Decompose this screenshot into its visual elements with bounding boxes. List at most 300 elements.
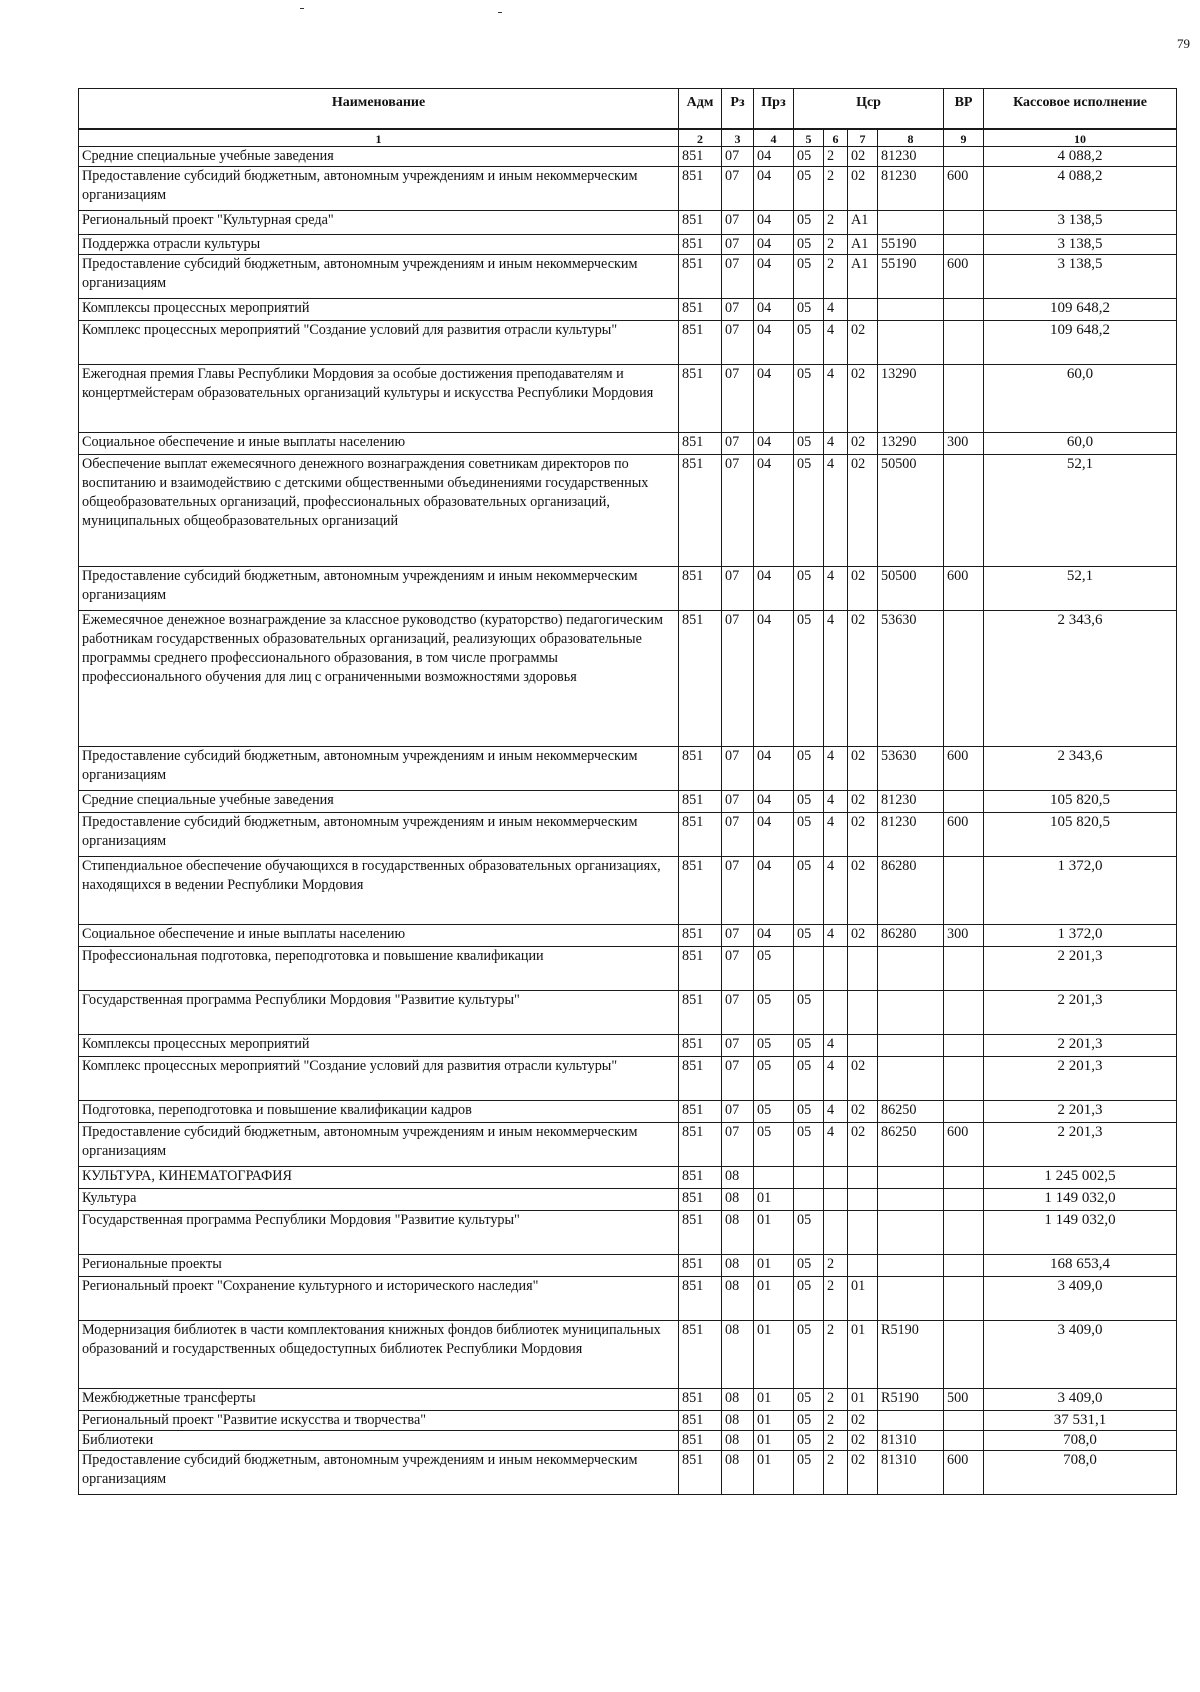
row-csr-project: 02 bbox=[848, 454, 878, 566]
row-csr-program bbox=[794, 1166, 824, 1188]
row-csr-program: 05 bbox=[794, 1210, 824, 1254]
row-rz: 07 bbox=[722, 990, 754, 1034]
row-csr-direction: 86250 bbox=[878, 1122, 944, 1166]
row-amount: 3 409,0 bbox=[984, 1276, 1177, 1320]
row-csr-type: 4 bbox=[824, 856, 848, 924]
row-csr-program: 05 bbox=[794, 812, 824, 856]
row-name: Государственная программа Республики Мордовия "Развитие культуры" bbox=[79, 990, 679, 1034]
row-csr-direction: 86280 bbox=[878, 856, 944, 924]
row-csr-program: 05 bbox=[794, 146, 824, 166]
row-csr-direction: 81310 bbox=[878, 1430, 944, 1450]
row-name: Предоставление субсидий бюджетным, автономным учреждениям и иным некоммерческим организациям bbox=[79, 566, 679, 610]
row-adm: 851 bbox=[679, 364, 722, 432]
row-csr-direction: 81230 bbox=[878, 146, 944, 166]
row-amount: 60,0 bbox=[984, 432, 1177, 454]
row-amount: 2 343,6 bbox=[984, 746, 1177, 790]
row-prz: 04 bbox=[754, 432, 794, 454]
row-vr: 600 bbox=[944, 746, 984, 790]
table-row bbox=[79, 1188, 1177, 1210]
row-amount: 1 245 002,5 bbox=[984, 1166, 1177, 1188]
row-csr-project bbox=[848, 990, 878, 1034]
row-rz: 07 bbox=[722, 320, 754, 364]
row-name: Подготовка, переподготовка и повышение квалификации кадров bbox=[79, 1100, 679, 1122]
row-csr-type: 4 bbox=[824, 610, 848, 746]
row-name: Средние специальные учебные заведения bbox=[79, 146, 679, 166]
row-rz: 08 bbox=[722, 1320, 754, 1388]
table-row bbox=[79, 1276, 1177, 1320]
row-adm: 851 bbox=[679, 1450, 722, 1494]
row-csr-program: 05 bbox=[794, 1100, 824, 1122]
row-csr-project bbox=[848, 1034, 878, 1056]
row-vr bbox=[944, 234, 984, 254]
row-amount: 105 820,5 bbox=[984, 790, 1177, 812]
row-csr-program: 05 bbox=[794, 746, 824, 790]
row-name: Комплекс процессных мероприятий "Создание условий для развития отрасли культуры" bbox=[79, 320, 679, 364]
row-name: Поддержка отрасли культуры bbox=[79, 234, 679, 254]
row-amount: 708,0 bbox=[984, 1430, 1177, 1450]
scan-mark bbox=[498, 12, 502, 13]
row-csr-type: 4 bbox=[824, 1100, 848, 1122]
row-amount: 4 088,2 bbox=[984, 166, 1177, 210]
table-row bbox=[79, 566, 1177, 610]
column-number: 5 bbox=[794, 129, 824, 147]
row-vr: 600 bbox=[944, 166, 984, 210]
row-csr-type: 4 bbox=[824, 1056, 848, 1100]
row-csr-project: A1 bbox=[848, 254, 878, 298]
row-adm: 851 bbox=[679, 1034, 722, 1056]
row-vr bbox=[944, 320, 984, 364]
row-vr: 600 bbox=[944, 812, 984, 856]
table-row bbox=[79, 1450, 1177, 1494]
row-amount: 3 138,5 bbox=[984, 210, 1177, 234]
table-row bbox=[79, 746, 1177, 790]
row-prz: 04 bbox=[754, 320, 794, 364]
table-row bbox=[79, 298, 1177, 320]
row-amount: 168 653,4 bbox=[984, 1254, 1177, 1276]
row-name: Региональный проект "Развитие искусства и творчества" bbox=[79, 1410, 679, 1430]
row-name: Комплекс процессных мероприятий "Создание условий для развития отрасли культуры" bbox=[79, 1056, 679, 1100]
table-row bbox=[79, 946, 1177, 990]
row-name: Модернизация библиотек в части комплектования книжных фондов библиотек муниципальных образований и государственных общедоступных библиотек Республики Мордовия bbox=[79, 1320, 679, 1388]
row-adm: 851 bbox=[679, 1388, 722, 1410]
row-csr-project: 02 bbox=[848, 320, 878, 364]
row-rz: 07 bbox=[722, 1056, 754, 1100]
row-amount: 708,0 bbox=[984, 1450, 1177, 1494]
row-csr-type: 4 bbox=[824, 364, 848, 432]
row-csr-project: 02 bbox=[848, 364, 878, 432]
row-rz: 08 bbox=[722, 1166, 754, 1188]
row-rz: 08 bbox=[722, 1410, 754, 1430]
header-prz: Прз bbox=[754, 89, 794, 129]
row-prz: 04 bbox=[754, 364, 794, 432]
row-csr-direction bbox=[878, 210, 944, 234]
row-rz: 08 bbox=[722, 1210, 754, 1254]
budget-table bbox=[78, 88, 1177, 1495]
row-csr-project: 02 bbox=[848, 746, 878, 790]
row-csr-project: 02 bbox=[848, 610, 878, 746]
row-vr bbox=[944, 454, 984, 566]
table-row bbox=[79, 1166, 1177, 1188]
row-amount: 2 201,3 bbox=[984, 1122, 1177, 1166]
row-vr bbox=[944, 610, 984, 746]
row-adm: 851 bbox=[679, 1100, 722, 1122]
row-prz: 04 bbox=[754, 234, 794, 254]
row-csr-direction: 55190 bbox=[878, 234, 944, 254]
row-csr-project: 02 bbox=[848, 812, 878, 856]
row-vr bbox=[944, 1034, 984, 1056]
row-name: Предоставление субсидий бюджетным, автономным учреждениям и иным некоммерческим организациям bbox=[79, 746, 679, 790]
row-rz: 08 bbox=[722, 1188, 754, 1210]
page-number: 79 bbox=[1177, 36, 1190, 51]
row-csr-program: 05 bbox=[794, 610, 824, 746]
row-adm: 851 bbox=[679, 1188, 722, 1210]
row-vr bbox=[944, 856, 984, 924]
row-amount: 1 149 032,0 bbox=[984, 1188, 1177, 1210]
row-csr-project: 02 bbox=[848, 146, 878, 166]
row-name: Комплексы процессных мероприятий bbox=[79, 1034, 679, 1056]
row-csr-project: 02 bbox=[848, 856, 878, 924]
row-csr-program: 05 bbox=[794, 566, 824, 610]
row-rz: 07 bbox=[722, 1100, 754, 1122]
row-csr-direction bbox=[878, 320, 944, 364]
row-csr-direction: R5190 bbox=[878, 1388, 944, 1410]
row-prz: 04 bbox=[754, 254, 794, 298]
row-csr-direction: 50500 bbox=[878, 566, 944, 610]
row-rz: 07 bbox=[722, 210, 754, 234]
row-rz: 07 bbox=[722, 566, 754, 610]
row-amount: 1 149 032,0 bbox=[984, 1210, 1177, 1254]
row-name: Предоставление субсидий бюджетным, автономным учреждениям и иным некоммерческим организациям bbox=[79, 1450, 679, 1494]
row-csr-program: 05 bbox=[794, 1388, 824, 1410]
row-csr-project bbox=[848, 946, 878, 990]
row-prz: 05 bbox=[754, 1122, 794, 1166]
row-vr: 600 bbox=[944, 254, 984, 298]
row-prz: 04 bbox=[754, 166, 794, 210]
row-name: Библиотеки bbox=[79, 1430, 679, 1450]
row-amount: 2 201,3 bbox=[984, 990, 1177, 1034]
row-csr-type: 2 bbox=[824, 1450, 848, 1494]
row-csr-direction bbox=[878, 1188, 944, 1210]
table-row bbox=[79, 1254, 1177, 1276]
row-prz: 01 bbox=[754, 1188, 794, 1210]
row-prz: 04 bbox=[754, 610, 794, 746]
row-vr bbox=[944, 1430, 984, 1450]
header-csr: Цср bbox=[794, 89, 944, 129]
row-prz: 01 bbox=[754, 1210, 794, 1254]
row-rz: 08 bbox=[722, 1254, 754, 1276]
row-prz: 01 bbox=[754, 1410, 794, 1430]
table-row bbox=[79, 166, 1177, 210]
row-amount: 2 201,3 bbox=[984, 1034, 1177, 1056]
row-prz: 01 bbox=[754, 1320, 794, 1388]
row-vr bbox=[944, 1166, 984, 1188]
table-row bbox=[79, 1122, 1177, 1166]
column-number: 1 bbox=[79, 129, 679, 147]
row-csr-type bbox=[824, 946, 848, 990]
row-csr-direction: 81230 bbox=[878, 812, 944, 856]
row-csr-program: 05 bbox=[794, 924, 824, 946]
row-prz: 04 bbox=[754, 856, 794, 924]
row-rz: 07 bbox=[722, 1034, 754, 1056]
row-csr-direction bbox=[878, 1166, 944, 1188]
row-name: Средние специальные учебные заведения bbox=[79, 790, 679, 812]
row-csr-project: 02 bbox=[848, 1450, 878, 1494]
row-csr-program: 05 bbox=[794, 1450, 824, 1494]
row-csr-project: 02 bbox=[848, 924, 878, 946]
row-prz: 05 bbox=[754, 1056, 794, 1100]
row-csr-project bbox=[848, 1254, 878, 1276]
row-adm: 851 bbox=[679, 566, 722, 610]
table-body bbox=[79, 146, 1177, 1494]
row-prz: 05 bbox=[754, 1034, 794, 1056]
row-name: Региональный проект "Культурная среда" bbox=[79, 210, 679, 234]
row-vr bbox=[944, 946, 984, 990]
row-csr-program: 05 bbox=[794, 990, 824, 1034]
row-csr-program: 05 bbox=[794, 254, 824, 298]
row-csr-type: 4 bbox=[824, 566, 848, 610]
row-amount: 3 409,0 bbox=[984, 1320, 1177, 1388]
column-number: 3 bbox=[722, 129, 754, 147]
row-csr-program: 05 bbox=[794, 790, 824, 812]
row-rz: 07 bbox=[722, 454, 754, 566]
row-csr-direction bbox=[878, 990, 944, 1034]
row-name: КУЛЬТУРА, КИНЕМАТОГРАФИЯ bbox=[79, 1166, 679, 1188]
row-csr-program: 05 bbox=[794, 1320, 824, 1388]
row-prz bbox=[754, 1166, 794, 1188]
row-rz: 08 bbox=[722, 1450, 754, 1494]
row-adm: 851 bbox=[679, 298, 722, 320]
table-row bbox=[79, 432, 1177, 454]
row-csr-type: 4 bbox=[824, 298, 848, 320]
row-csr-direction: 53630 bbox=[878, 746, 944, 790]
row-amount: 3 409,0 bbox=[984, 1388, 1177, 1410]
row-vr bbox=[944, 1188, 984, 1210]
header-vr: ВР bbox=[944, 89, 984, 129]
row-adm: 851 bbox=[679, 1056, 722, 1100]
row-csr-project: 02 bbox=[848, 790, 878, 812]
row-name: Обеспечение выплат ежемесячного денежного вознаграждения советникам директоров по воспитанию и взаимодействию с детскими общественными объединениями государственных общеобразовательных организаций, профессиональных образовательных организаций, муниципальных общеобразовательных организаций bbox=[79, 454, 679, 566]
row-rz: 08 bbox=[722, 1276, 754, 1320]
row-csr-program: 05 bbox=[794, 166, 824, 210]
row-adm: 851 bbox=[679, 790, 722, 812]
table-row bbox=[79, 1320, 1177, 1388]
row-csr-type: 2 bbox=[824, 1320, 848, 1388]
row-csr-program: 05 bbox=[794, 1056, 824, 1100]
table-row bbox=[79, 1100, 1177, 1122]
row-csr-type bbox=[824, 1188, 848, 1210]
row-csr-program: 05 bbox=[794, 210, 824, 234]
column-number: 10 bbox=[984, 129, 1177, 147]
table-row bbox=[79, 1056, 1177, 1100]
row-csr-type: 2 bbox=[824, 1388, 848, 1410]
row-vr: 600 bbox=[944, 1122, 984, 1166]
row-csr-project: 02 bbox=[848, 1100, 878, 1122]
row-rz: 07 bbox=[722, 856, 754, 924]
row-adm: 851 bbox=[679, 812, 722, 856]
row-prz: 04 bbox=[754, 146, 794, 166]
row-csr-program: 05 bbox=[794, 1254, 824, 1276]
row-csr-project: 02 bbox=[848, 1430, 878, 1450]
row-rz: 07 bbox=[722, 234, 754, 254]
row-csr-project: 02 bbox=[848, 166, 878, 210]
row-csr-project: A1 bbox=[848, 234, 878, 254]
row-prz: 01 bbox=[754, 1276, 794, 1320]
row-adm: 851 bbox=[679, 990, 722, 1034]
row-amount: 109 648,2 bbox=[984, 320, 1177, 364]
row-name: Предоставление субсидий бюджетным, автономным учреждениям и иным некоммерческим организациям bbox=[79, 166, 679, 210]
column-number: 8 bbox=[878, 129, 944, 147]
row-csr-program: 05 bbox=[794, 298, 824, 320]
row-rz: 07 bbox=[722, 364, 754, 432]
row-csr-direction: 86250 bbox=[878, 1100, 944, 1122]
row-amount: 2 343,6 bbox=[984, 610, 1177, 746]
row-csr-project: 01 bbox=[848, 1320, 878, 1388]
row-name: Социальное обеспечение и иные выплаты населению bbox=[79, 924, 679, 946]
row-rz: 07 bbox=[722, 946, 754, 990]
row-rz: 07 bbox=[722, 432, 754, 454]
row-csr-type: 4 bbox=[824, 454, 848, 566]
row-csr-program: 05 bbox=[794, 1430, 824, 1450]
row-csr-direction: 13290 bbox=[878, 432, 944, 454]
row-name: Стипендиальное обеспечение обучающихся в государственных образовательных организациях, находящихся в ведении Республики Мордовия bbox=[79, 856, 679, 924]
row-vr: 600 bbox=[944, 566, 984, 610]
row-csr-direction: 81230 bbox=[878, 790, 944, 812]
row-prz: 05 bbox=[754, 1100, 794, 1122]
row-csr-program: 05 bbox=[794, 856, 824, 924]
row-vr bbox=[944, 1320, 984, 1388]
row-adm: 851 bbox=[679, 610, 722, 746]
row-adm: 851 bbox=[679, 1210, 722, 1254]
row-prz: 01 bbox=[754, 1388, 794, 1410]
row-csr-program: 05 bbox=[794, 364, 824, 432]
row-vr: 500 bbox=[944, 1388, 984, 1410]
row-vr bbox=[944, 1100, 984, 1122]
row-csr-project: 01 bbox=[848, 1276, 878, 1320]
row-amount: 3 138,5 bbox=[984, 234, 1177, 254]
row-adm: 851 bbox=[679, 254, 722, 298]
row-adm: 851 bbox=[679, 946, 722, 990]
table-row bbox=[79, 1410, 1177, 1430]
row-name: Региональные проекты bbox=[79, 1254, 679, 1276]
row-rz: 08 bbox=[722, 1430, 754, 1450]
row-vr: 600 bbox=[944, 1450, 984, 1494]
row-csr-direction: 50500 bbox=[878, 454, 944, 566]
row-name: Профессиональная подготовка, переподготовка и повышение квалификации bbox=[79, 946, 679, 990]
row-csr-type: 4 bbox=[824, 320, 848, 364]
row-adm: 851 bbox=[679, 924, 722, 946]
row-vr bbox=[944, 1410, 984, 1430]
table-row bbox=[79, 210, 1177, 234]
row-amount: 60,0 bbox=[984, 364, 1177, 432]
row-amount: 4 088,2 bbox=[984, 146, 1177, 166]
table-row bbox=[79, 254, 1177, 298]
row-prz: 04 bbox=[754, 454, 794, 566]
row-amount: 1 372,0 bbox=[984, 924, 1177, 946]
row-vr bbox=[944, 1276, 984, 1320]
row-name: Комплексы процессных мероприятий bbox=[79, 298, 679, 320]
row-csr-type: 2 bbox=[824, 146, 848, 166]
row-csr-type: 2 bbox=[824, 254, 848, 298]
row-vr bbox=[944, 364, 984, 432]
row-csr-direction: 86280 bbox=[878, 924, 944, 946]
row-csr-direction bbox=[878, 298, 944, 320]
row-csr-type: 4 bbox=[824, 1122, 848, 1166]
row-csr-type: 2 bbox=[824, 1430, 848, 1450]
row-vr bbox=[944, 1210, 984, 1254]
row-rz: 07 bbox=[722, 812, 754, 856]
row-amount: 1 372,0 bbox=[984, 856, 1177, 924]
row-csr-program: 05 bbox=[794, 1276, 824, 1320]
row-adm: 851 bbox=[679, 1122, 722, 1166]
table-row bbox=[79, 1034, 1177, 1056]
row-vr: 300 bbox=[944, 924, 984, 946]
table-row bbox=[79, 146, 1177, 166]
row-name: Культура bbox=[79, 1188, 679, 1210]
table-row bbox=[79, 610, 1177, 746]
row-adm: 851 bbox=[679, 234, 722, 254]
row-amount: 37 531,1 bbox=[984, 1410, 1177, 1430]
row-csr-direction bbox=[878, 946, 944, 990]
table-header bbox=[79, 89, 1177, 129]
row-csr-type: 4 bbox=[824, 924, 848, 946]
row-adm: 851 bbox=[679, 166, 722, 210]
scan-mark bbox=[300, 8, 304, 9]
row-vr bbox=[944, 790, 984, 812]
row-csr-program bbox=[794, 1188, 824, 1210]
row-name: Предоставление субсидий бюджетным, автономным учреждениям и иным некоммерческим организациям bbox=[79, 254, 679, 298]
row-prz: 04 bbox=[754, 790, 794, 812]
header-name: Наименование bbox=[79, 89, 679, 129]
row-csr-type: 2 bbox=[824, 210, 848, 234]
header-adm: Адм bbox=[679, 89, 722, 129]
row-adm: 851 bbox=[679, 432, 722, 454]
row-csr-direction: 13290 bbox=[878, 364, 944, 432]
row-csr-type bbox=[824, 1166, 848, 1188]
row-adm: 851 bbox=[679, 1166, 722, 1188]
row-adm: 851 bbox=[679, 1276, 722, 1320]
column-number: 6 bbox=[824, 129, 848, 147]
row-adm: 851 bbox=[679, 1254, 722, 1276]
row-csr-program: 05 bbox=[794, 1410, 824, 1430]
table-row bbox=[79, 320, 1177, 364]
row-csr-direction: 81230 bbox=[878, 166, 944, 210]
row-name: Предоставление субсидий бюджетным, автономным учреждениям и иным некоммерческим организациям bbox=[79, 1122, 679, 1166]
row-name: Региональный проект "Сохранение культурного и исторического наследия" bbox=[79, 1276, 679, 1320]
column-number: 9 bbox=[944, 129, 984, 147]
row-rz: 07 bbox=[722, 166, 754, 210]
row-prz: 04 bbox=[754, 812, 794, 856]
row-csr-direction: R5190 bbox=[878, 1320, 944, 1388]
row-csr-program: 05 bbox=[794, 320, 824, 364]
row-csr-project bbox=[848, 1210, 878, 1254]
row-amount: 105 820,5 bbox=[984, 812, 1177, 856]
row-amount: 52,1 bbox=[984, 454, 1177, 566]
row-csr-program: 05 bbox=[794, 1122, 824, 1166]
row-csr-direction bbox=[878, 1254, 944, 1276]
table-row bbox=[79, 1388, 1177, 1410]
row-csr-program bbox=[794, 946, 824, 990]
row-csr-project: 02 bbox=[848, 1410, 878, 1430]
row-amount: 2 201,3 bbox=[984, 1056, 1177, 1100]
row-prz: 04 bbox=[754, 566, 794, 610]
row-csr-direction: 53630 bbox=[878, 610, 944, 746]
column-number: 7 bbox=[848, 129, 878, 147]
row-amount: 2 201,3 bbox=[984, 1100, 1177, 1122]
row-csr-direction bbox=[878, 1276, 944, 1320]
row-rz: 07 bbox=[722, 790, 754, 812]
table-row bbox=[79, 924, 1177, 946]
row-csr-project: 01 bbox=[848, 1388, 878, 1410]
